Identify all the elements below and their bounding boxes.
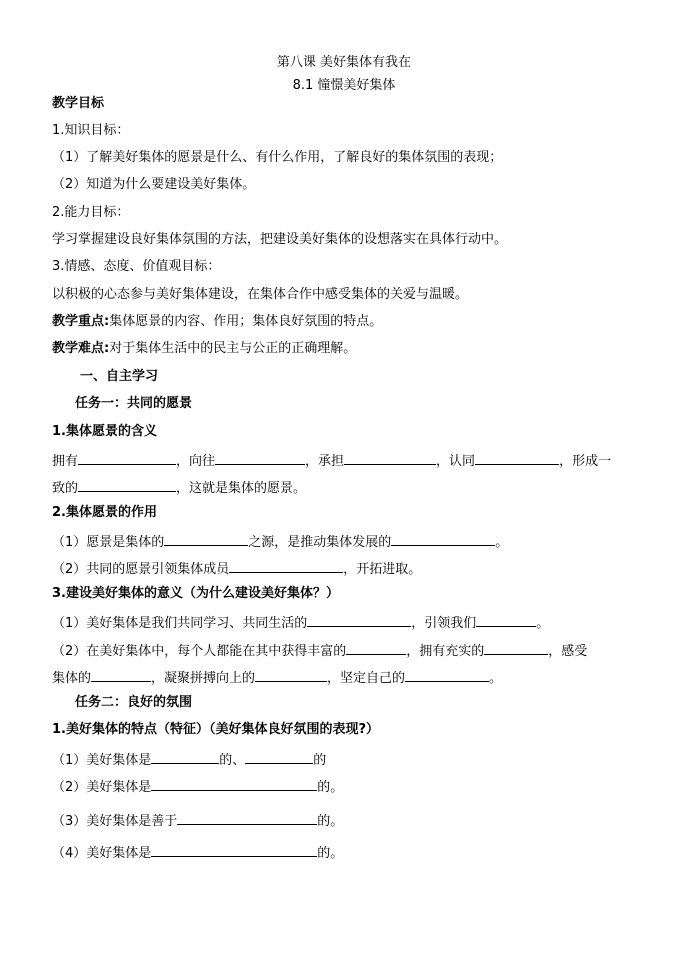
fill-blank[interactable] bbox=[255, 667, 327, 682]
fill-blank[interactable] bbox=[476, 612, 536, 627]
build-significance-item-1: （1）美好集体是我们共同学习、共同生活的 ，引领我们 。 bbox=[52, 612, 549, 633]
lesson-title: 第八课 美好集体有我在 bbox=[276, 55, 412, 70]
vision-meaning-heading: 1.集体愿景的含义 bbox=[52, 424, 157, 439]
fill-blank[interactable] bbox=[344, 450, 436, 465]
key-point-label: 教学重点: bbox=[52, 314, 110, 329]
key-point-text: 集体愿景的内容、作用；集体良好氛围的特点。 bbox=[109, 314, 383, 329]
knowledge-goal-label: 1.知识目标： bbox=[52, 123, 130, 138]
difficult-point-label: 教学难点: bbox=[52, 341, 110, 356]
fill-blank[interactable] bbox=[78, 450, 176, 465]
feature-item-3: （3）美好集体是善于 的。 bbox=[52, 810, 343, 831]
features-heading: 1.美好集体的特点（特征）（美好集体良好氛围的表现?） bbox=[52, 722, 380, 737]
feature-item-4: （4）美好集体是 的。 bbox=[52, 842, 343, 863]
difficult-point-text: 对于集体生活中的民主与公正的正确理解。 bbox=[109, 341, 357, 356]
fill-blank[interactable] bbox=[229, 558, 343, 573]
fill-blank[interactable] bbox=[78, 477, 176, 492]
vision-meaning-line-2: 致的 ，这就是集体的愿景。 bbox=[52, 477, 306, 498]
fill-blank[interactable] bbox=[245, 749, 313, 764]
knowledge-goal-2: （2）知道为什么要建设美好集体。 bbox=[52, 177, 256, 192]
fill-blank[interactable] bbox=[151, 749, 219, 764]
emotion-goal-label: 3.情感、态度、价值观目标： bbox=[52, 259, 221, 274]
fill-blank[interactable] bbox=[346, 640, 406, 655]
fill-blank[interactable] bbox=[475, 450, 559, 465]
build-significance-item-2a: （2）在美好集体中，每个人都能在其中获得丰富的 ，拥有充实的 ，感受 bbox=[52, 640, 587, 661]
vision-role-item-2: （2）共同的愿景引领集体成员 ，开拓进取。 bbox=[52, 558, 421, 579]
task-two-heading: 任务二：良好的氛围 bbox=[75, 695, 193, 710]
build-significance-heading: 3.建设美好集体的意义（为什么建设美好集体？） bbox=[52, 586, 339, 601]
feature-item-1: （1）美好集体是 的、 的 bbox=[52, 749, 326, 770]
vision-role-heading: 2.集体愿景的作用 bbox=[52, 505, 157, 520]
vision-role-item-1: （1）愿景是集体的 之源，是推动集体发展的 。 bbox=[52, 531, 508, 552]
fill-blank[interactable] bbox=[405, 667, 489, 682]
knowledge-goal-1: （1）了解美好集体的愿景是什么、有什么作用，了解良好的集体氛围的表现； bbox=[52, 150, 503, 165]
section-self-study: 一、自主学习 bbox=[80, 369, 159, 384]
fill-blank[interactable] bbox=[307, 612, 411, 627]
fill-blank[interactable] bbox=[151, 842, 317, 857]
fill-blank[interactable] bbox=[215, 450, 305, 465]
fill-blank[interactable] bbox=[484, 640, 548, 655]
key-point-line bbox=[52, 313, 382, 331]
build-significance-item-2b: 集体的 ，凝聚拼搏向上的 ，坚定自己的 。 bbox=[52, 667, 502, 688]
ability-goal-label: 2.能力目标： bbox=[52, 205, 130, 220]
goals-heading: 教学目标 bbox=[52, 96, 105, 111]
feature-item-2: （2）美好集体是 的。 bbox=[52, 776, 343, 797]
section-subtitle: 8.1 憧憬美好集体 bbox=[292, 78, 396, 93]
fill-blank[interactable] bbox=[151, 776, 317, 791]
fill-blank[interactable] bbox=[164, 531, 248, 546]
task-one-heading: 任务一：共同的愿景 bbox=[75, 396, 193, 411]
emotion-goal-text: 以积极的心态参与美好集体建设，在集体合作中感受集体的关爱与温暖。 bbox=[52, 287, 469, 302]
fill-blank[interactable] bbox=[177, 810, 317, 825]
fill-blank[interactable] bbox=[91, 667, 151, 682]
ability-goal-text: 学习掌握建设良好集体氛围的方法，把建设美好集体的设想落实在具体行动中。 bbox=[52, 232, 508, 247]
difficult-point-line bbox=[52, 340, 356, 358]
vision-meaning-line-1: 拥有 ，向往 ，承担 ，认同 ，形成一 bbox=[52, 450, 611, 471]
fill-blank[interactable] bbox=[391, 531, 495, 546]
